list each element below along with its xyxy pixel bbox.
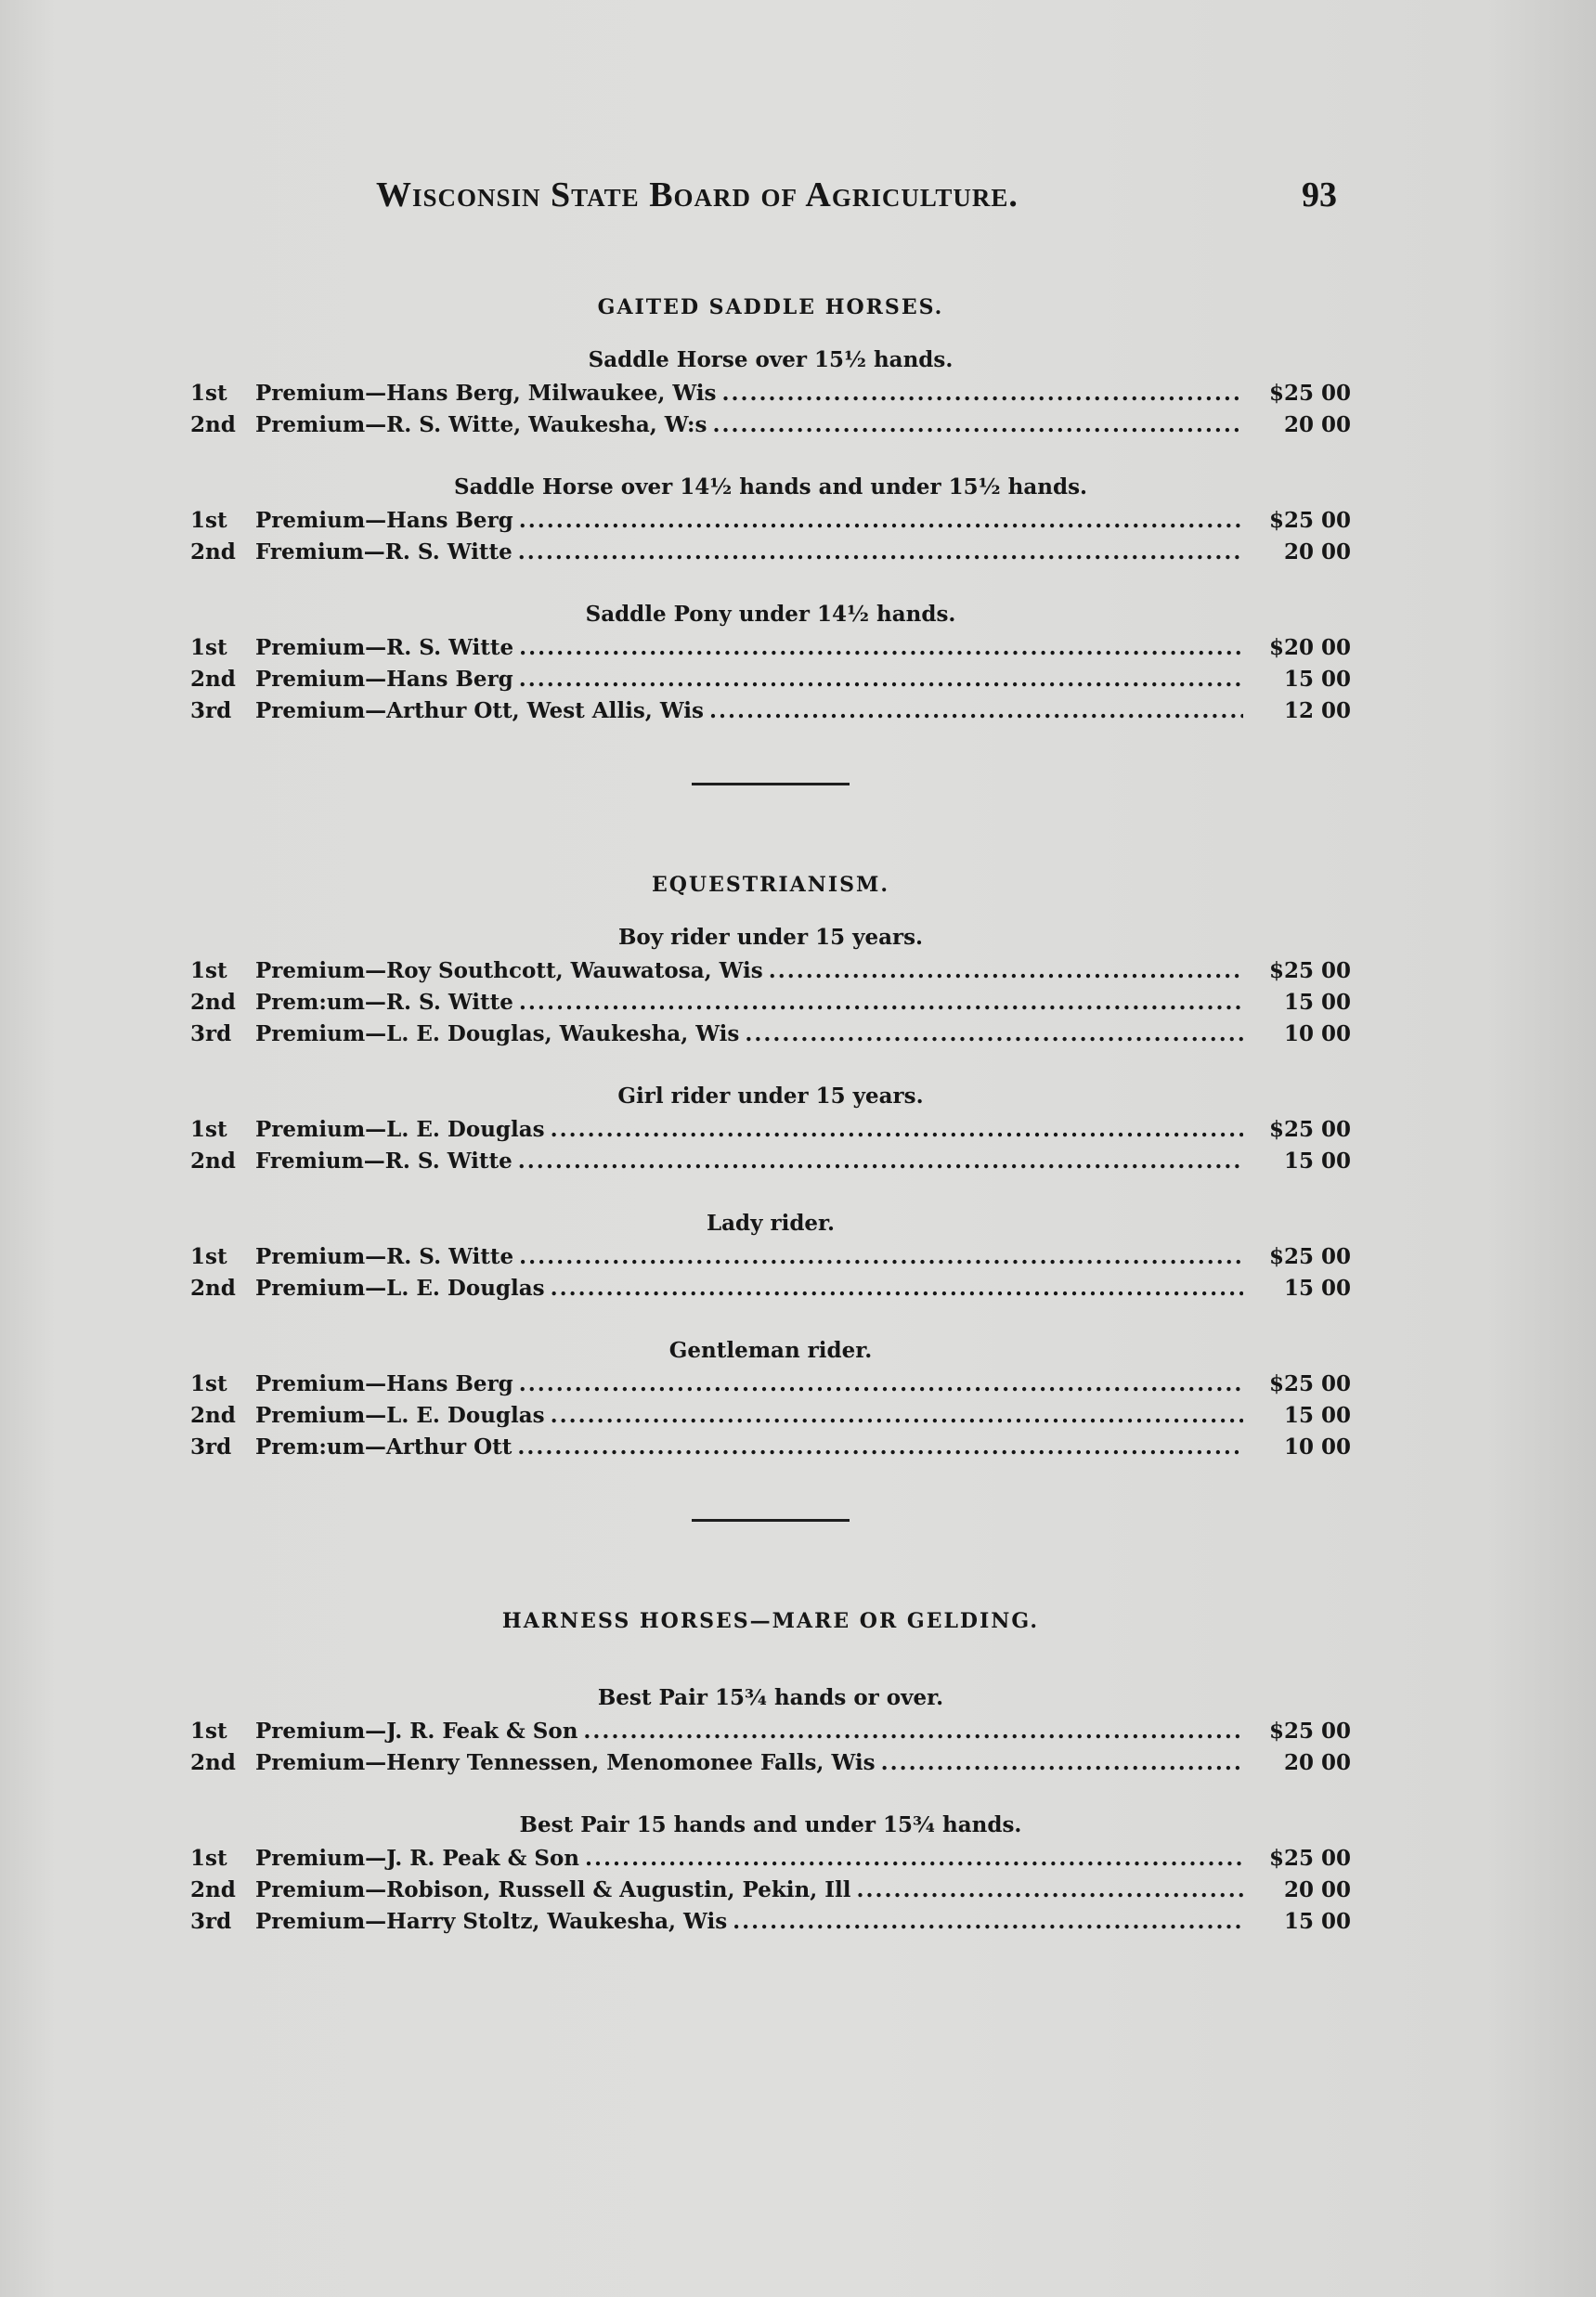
entry-place: 2nd bbox=[190, 990, 236, 1015]
entry-place: 1st bbox=[190, 1371, 227, 1396]
dot-leader bbox=[721, 378, 1243, 409]
class-block bbox=[190, 474, 1351, 568]
entry-amount: 15 00 bbox=[1283, 667, 1351, 692]
premium-entry bbox=[190, 1875, 1351, 1906]
entry-amount: $25 00 bbox=[1268, 1117, 1351, 1142]
premium-entry bbox=[190, 955, 1351, 987]
entry-place: 3rd bbox=[190, 1434, 232, 1460]
entry-amount: $25 00 bbox=[1268, 1371, 1351, 1396]
class-block bbox=[190, 1685, 1351, 1779]
entry-winner: Premium—R. S. Witte, Waukesha, W:s bbox=[255, 412, 707, 437]
dot-leader bbox=[856, 1875, 1243, 1906]
section-gaited-saddle-horses bbox=[190, 295, 1351, 727]
dot-leader bbox=[769, 955, 1243, 987]
dot-leader bbox=[519, 1369, 1243, 1400]
entry-amount: 10 00 bbox=[1283, 1021, 1351, 1046]
entry-winner: Premium—Henry Tennessen, Menomonee Falls, Wis bbox=[255, 1750, 876, 1775]
class-block bbox=[190, 1338, 1351, 1463]
entry-place: 2nd bbox=[190, 1276, 236, 1301]
entry-amount: $25 00 bbox=[1268, 1719, 1351, 1744]
entry-place: 1st bbox=[190, 635, 227, 660]
dot-leader bbox=[551, 1114, 1243, 1146]
entry-amount: 15 00 bbox=[1283, 1403, 1351, 1428]
section-harness-horses bbox=[190, 1609, 1351, 1938]
dot-leader bbox=[519, 505, 1243, 537]
premium-entry bbox=[190, 505, 1351, 537]
entry-amount: 10 00 bbox=[1283, 1434, 1351, 1460]
premium-entry bbox=[190, 1273, 1351, 1304]
section-heading: GAITED SADDLE HORSES. bbox=[597, 295, 944, 319]
entry-amount: 20 00 bbox=[1283, 412, 1351, 437]
entry-winner: Premium—J. R. Peak & Son bbox=[255, 1846, 580, 1871]
premium-entry bbox=[190, 987, 1351, 1019]
premium-entry bbox=[190, 1241, 1351, 1273]
premium-entry bbox=[190, 1747, 1351, 1779]
dot-leader bbox=[519, 664, 1243, 695]
entry-place: 1st bbox=[190, 1719, 227, 1744]
entry-winner: Premium—Arthur Ott, West Allis, Wis bbox=[255, 698, 704, 723]
page-content bbox=[190, 295, 1351, 1971]
dot-leader bbox=[518, 1146, 1243, 1177]
class-title: Best Pair 15 hands and under 15¾ hands. bbox=[519, 1812, 1022, 1837]
entry-place: 2nd bbox=[190, 1750, 236, 1775]
premium-entry bbox=[190, 1114, 1351, 1146]
class-block bbox=[190, 925, 1351, 1050]
entry-winner: Premium—J. R. Feak & Son bbox=[255, 1719, 578, 1744]
page-header bbox=[376, 175, 1337, 221]
premium-entry bbox=[190, 1400, 1351, 1432]
dot-leader bbox=[519, 987, 1243, 1019]
entry-winner: Premium—Hans Berg bbox=[255, 1371, 513, 1396]
entry-winner: Premium—Roy Southcott, Wauwatosa, Wis bbox=[255, 958, 763, 983]
entry-winner: Premium—Hans Berg, Milwaukee, Wis bbox=[255, 381, 717, 406]
entry-place: 2nd bbox=[190, 1403, 236, 1428]
premium-entry bbox=[190, 664, 1351, 695]
class-title: Girl rider under 15 years. bbox=[617, 1084, 924, 1109]
class-title: Saddle Horse over 15½ hands. bbox=[588, 347, 954, 372]
entry-place: 1st bbox=[190, 958, 227, 983]
running-head: Wisconsin State Board of Agriculture. bbox=[376, 175, 1019, 214]
entry-amount: 12 00 bbox=[1283, 698, 1351, 723]
dot-leader bbox=[517, 1432, 1243, 1463]
entry-place: 1st bbox=[190, 1846, 227, 1871]
entry-winner: Prem:um—Arthur Ott bbox=[255, 1434, 513, 1460]
entry-place: 2nd bbox=[190, 412, 236, 437]
entry-amount: 20 00 bbox=[1283, 539, 1351, 565]
entry-amount: $25 00 bbox=[1268, 958, 1351, 983]
entry-amount: $25 00 bbox=[1268, 508, 1351, 533]
entry-winner: Premium—Hans Berg bbox=[255, 667, 513, 692]
entry-amount: 15 00 bbox=[1283, 990, 1351, 1015]
dot-leader bbox=[519, 1241, 1243, 1273]
entry-amount: $25 00 bbox=[1268, 381, 1351, 406]
entry-place: 2nd bbox=[190, 1148, 236, 1174]
entry-winner: Fremium—R. S. Witte bbox=[255, 1148, 513, 1174]
entry-winner: Premium—L. E. Douglas bbox=[255, 1276, 545, 1301]
entry-winner: Fremium—R. S. Witte bbox=[255, 539, 513, 565]
entry-place: 1st bbox=[190, 1117, 227, 1142]
dot-leader bbox=[881, 1747, 1243, 1779]
dot-leader bbox=[518, 537, 1243, 568]
dot-leader bbox=[745, 1019, 1243, 1050]
premium-entry bbox=[190, 1019, 1351, 1050]
section-heading: EQUESTRIANISM. bbox=[651, 873, 890, 897]
class-title: Saddle Horse over 14½ hands and under 15½ hands. bbox=[453, 474, 1088, 500]
section-heading: HARNESS HORSES—MARE OR GELDING. bbox=[501, 1609, 1040, 1633]
entry-place: 2nd bbox=[190, 539, 236, 565]
entry-winner: Prem:um—R. S. Witte bbox=[255, 990, 513, 1015]
entry-winner: Premium—Harry Stoltz, Waukesha, Wis bbox=[255, 1909, 728, 1934]
entry-place: 2nd bbox=[190, 1877, 236, 1902]
entry-winner: Premium—L. E. Douglas bbox=[255, 1403, 545, 1428]
dot-leader bbox=[551, 1400, 1243, 1432]
premium-entry bbox=[190, 1906, 1351, 1938]
premium-entry bbox=[190, 537, 1351, 568]
entry-winner: Premium—Robison, Russell & Augustin, Pekin, Ill bbox=[255, 1877, 851, 1902]
premium-entry bbox=[190, 409, 1351, 441]
dot-leader bbox=[709, 695, 1243, 727]
class-block bbox=[190, 1211, 1351, 1304]
class-block bbox=[190, 1812, 1351, 1938]
entry-winner: Premium—R. S. Witte bbox=[255, 1244, 514, 1269]
dot-leader bbox=[733, 1906, 1243, 1938]
entry-amount: 15 00 bbox=[1283, 1148, 1351, 1174]
class-title: Boy rider under 15 years. bbox=[617, 925, 924, 950]
premium-entry bbox=[190, 378, 1351, 409]
class-title: Best Pair 15¾ hands or over. bbox=[597, 1685, 944, 1710]
class-title: Gentleman rider. bbox=[668, 1338, 873, 1363]
premium-entry bbox=[190, 1716, 1351, 1747]
premium-entry bbox=[190, 1146, 1351, 1177]
entry-place: 1st bbox=[190, 1244, 227, 1269]
class-title: Saddle Pony under 14½ hands. bbox=[585, 602, 956, 627]
section-divider bbox=[692, 1519, 850, 1522]
entry-winner: Premium—R. S. Witte bbox=[255, 635, 514, 660]
premium-entry bbox=[190, 1843, 1351, 1875]
entry-winner: Premium—L. E. Douglas, Waukesha, Wis bbox=[255, 1021, 740, 1046]
premium-entry bbox=[190, 632, 1351, 664]
class-block bbox=[190, 347, 1351, 441]
premium-entry bbox=[190, 695, 1351, 727]
class-title: Lady rider. bbox=[706, 1211, 836, 1236]
entry-amount: $20 00 bbox=[1268, 635, 1351, 660]
entry-amount: $25 00 bbox=[1268, 1846, 1351, 1871]
dot-leader bbox=[583, 1716, 1243, 1747]
entry-amount: 20 00 bbox=[1283, 1877, 1351, 1902]
entry-amount: 15 00 bbox=[1283, 1276, 1351, 1301]
dot-leader bbox=[551, 1273, 1243, 1304]
entry-place: 1st bbox=[190, 381, 227, 406]
class-block bbox=[190, 1084, 1351, 1177]
entry-amount: 15 00 bbox=[1283, 1909, 1351, 1934]
section-divider bbox=[692, 783, 850, 785]
entry-place: 3rd bbox=[190, 1909, 232, 1934]
entry-place: 2nd bbox=[190, 667, 236, 692]
section-equestrianism bbox=[190, 873, 1351, 1463]
entry-place: 1st bbox=[190, 508, 227, 533]
premium-entry bbox=[190, 1432, 1351, 1463]
entry-place: 3rd bbox=[190, 698, 232, 723]
dot-leader bbox=[713, 409, 1244, 441]
entry-winner: Premium—Hans Berg bbox=[255, 508, 513, 533]
class-block bbox=[190, 602, 1351, 727]
entry-winner: Premium—L. E. Douglas bbox=[255, 1117, 545, 1142]
entry-place: 3rd bbox=[190, 1021, 232, 1046]
premium-entry bbox=[190, 1369, 1351, 1400]
page-number: 93 bbox=[1302, 175, 1337, 214]
entry-amount: $25 00 bbox=[1268, 1244, 1351, 1269]
entry-amount: 20 00 bbox=[1283, 1750, 1351, 1775]
dot-leader bbox=[519, 632, 1243, 664]
dot-leader bbox=[585, 1843, 1243, 1875]
